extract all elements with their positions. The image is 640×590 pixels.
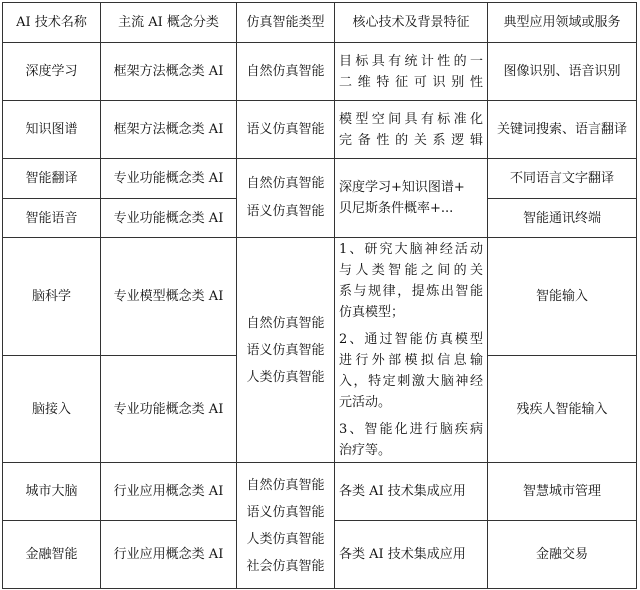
cell-category: 专业功能概念类 AI xyxy=(101,356,237,463)
core-tech-line: 目标具有统计性的一 xyxy=(339,53,483,69)
cell-name: 脑接入 xyxy=(3,356,101,463)
core-tech-line: 进行外部模拟信息输 xyxy=(339,353,483,368)
core-tech-line: 与人类智能之间的关 xyxy=(339,263,483,278)
ai-technology-table xyxy=(2,2,637,589)
header-sim-type: 仿真智能类型 xyxy=(237,3,335,43)
cell-category: 行业应用概念类 AI xyxy=(101,521,237,589)
cell-core-tech: 各类 AI 技术集成应用 xyxy=(335,521,488,589)
row-deep-learning xyxy=(3,43,637,101)
core-tech-line: 仿真模型； xyxy=(339,305,405,320)
cell-name: 深度学习 xyxy=(3,43,101,101)
sim-type-line: 人类仿真智能 xyxy=(246,369,325,385)
header-tech-name: AI 技术名称 xyxy=(3,3,101,43)
core-tech-line: 2、通过智能仿真模型 xyxy=(339,332,483,347)
cell-application: 图像识别、语音识别 xyxy=(488,43,637,101)
cell-category: 行业应用概念类 AI xyxy=(101,463,237,521)
cell-category: 专业功能概念类 AI xyxy=(101,199,237,238)
core-tech-line: 3、智能化进行脑疾病 xyxy=(339,422,483,437)
core-tech-line: 模型空间具有标准化 xyxy=(339,111,483,127)
cell-application: 关键词搜索、语言翻译 xyxy=(488,101,637,159)
cell-core-tech-shared xyxy=(335,159,488,238)
cell-sim-type: 自然仿真智能 xyxy=(237,43,335,101)
cell-name: 金融智能 xyxy=(3,521,101,589)
core-tech-line: 深度学习+知识图谱+ xyxy=(339,180,465,195)
header-application: 典型应用领域或服务 xyxy=(488,3,637,43)
sim-type-line: 社会仿真智能 xyxy=(246,558,325,574)
cell-name: 智能翻译 xyxy=(3,159,101,199)
core-tech-line: 治疗等。 xyxy=(339,443,392,458)
cell-name: 智能语音 xyxy=(3,199,101,238)
sim-type-line: 语义仿真智能 xyxy=(246,342,325,358)
cell-name: 脑科学 xyxy=(3,238,101,356)
header-row xyxy=(3,3,637,43)
cell-sim-type-shared xyxy=(237,463,335,589)
core-tech-line: 完备性的关系逻辑 xyxy=(339,132,483,148)
cell-sim-type-shared xyxy=(237,238,335,463)
sim-type-line: 自然仿真智能 xyxy=(246,477,325,493)
sim-type-line: 自然仿真智能 xyxy=(246,315,325,331)
core-tech-line: 元活动。 xyxy=(339,395,392,410)
cell-core-tech-shared xyxy=(335,238,488,463)
row-brain-science xyxy=(3,238,637,356)
sim-type-line: 自然仿真智能 xyxy=(246,176,325,191)
cell-application: 智能输入 xyxy=(488,238,637,356)
core-tech-line: 1、研究大脑神经活动 xyxy=(339,242,483,257)
cell-core-tech xyxy=(335,101,488,159)
cell-application: 金融交易 xyxy=(488,521,637,589)
cell-application: 不同语言文字翻译 xyxy=(488,159,637,199)
cell-application: 智慧城市管理 xyxy=(488,463,637,521)
row-translation xyxy=(3,159,637,199)
header-core-tech: 核心技术及背景特征 xyxy=(335,3,488,43)
core-tech-line: 入，特定刺激大脑神经 xyxy=(339,374,483,389)
sim-type-line: 人类仿真智能 xyxy=(246,531,325,547)
cell-category: 框架方法概念类 AI xyxy=(101,43,237,101)
cell-core-tech xyxy=(335,43,488,101)
cell-application: 残疾人智能输入 xyxy=(488,356,637,463)
cell-core-tech: 各类 AI 技术集成应用 xyxy=(335,463,488,521)
row-knowledge-graph xyxy=(3,101,637,159)
header-category: 主流 AI 概念分类 xyxy=(101,3,237,43)
row-city-brain xyxy=(3,463,637,521)
core-tech-line: 贝尼斯条件概率+... xyxy=(339,201,454,216)
cell-name: 城市大脑 xyxy=(3,463,101,521)
cell-category: 专业功能概念类 AI xyxy=(101,159,237,199)
core-tech-line: 二维特征可识别性 xyxy=(339,74,483,90)
cell-category: 专业模型概念类 AI xyxy=(101,238,237,356)
cell-sim-type: 语义仿真智能 xyxy=(237,101,335,159)
sim-type-line: 语义仿真智能 xyxy=(246,204,325,219)
cell-application: 智能通讯终端 xyxy=(488,199,637,238)
cell-category: 框架方法概念类 AI xyxy=(101,101,237,159)
cell-name: 知识图谱 xyxy=(3,101,101,159)
cell-sim-type-shared xyxy=(237,159,335,238)
sim-type-line: 语义仿真智能 xyxy=(246,504,325,520)
core-tech-line: 系与规律，提炼出智能 xyxy=(339,284,483,299)
